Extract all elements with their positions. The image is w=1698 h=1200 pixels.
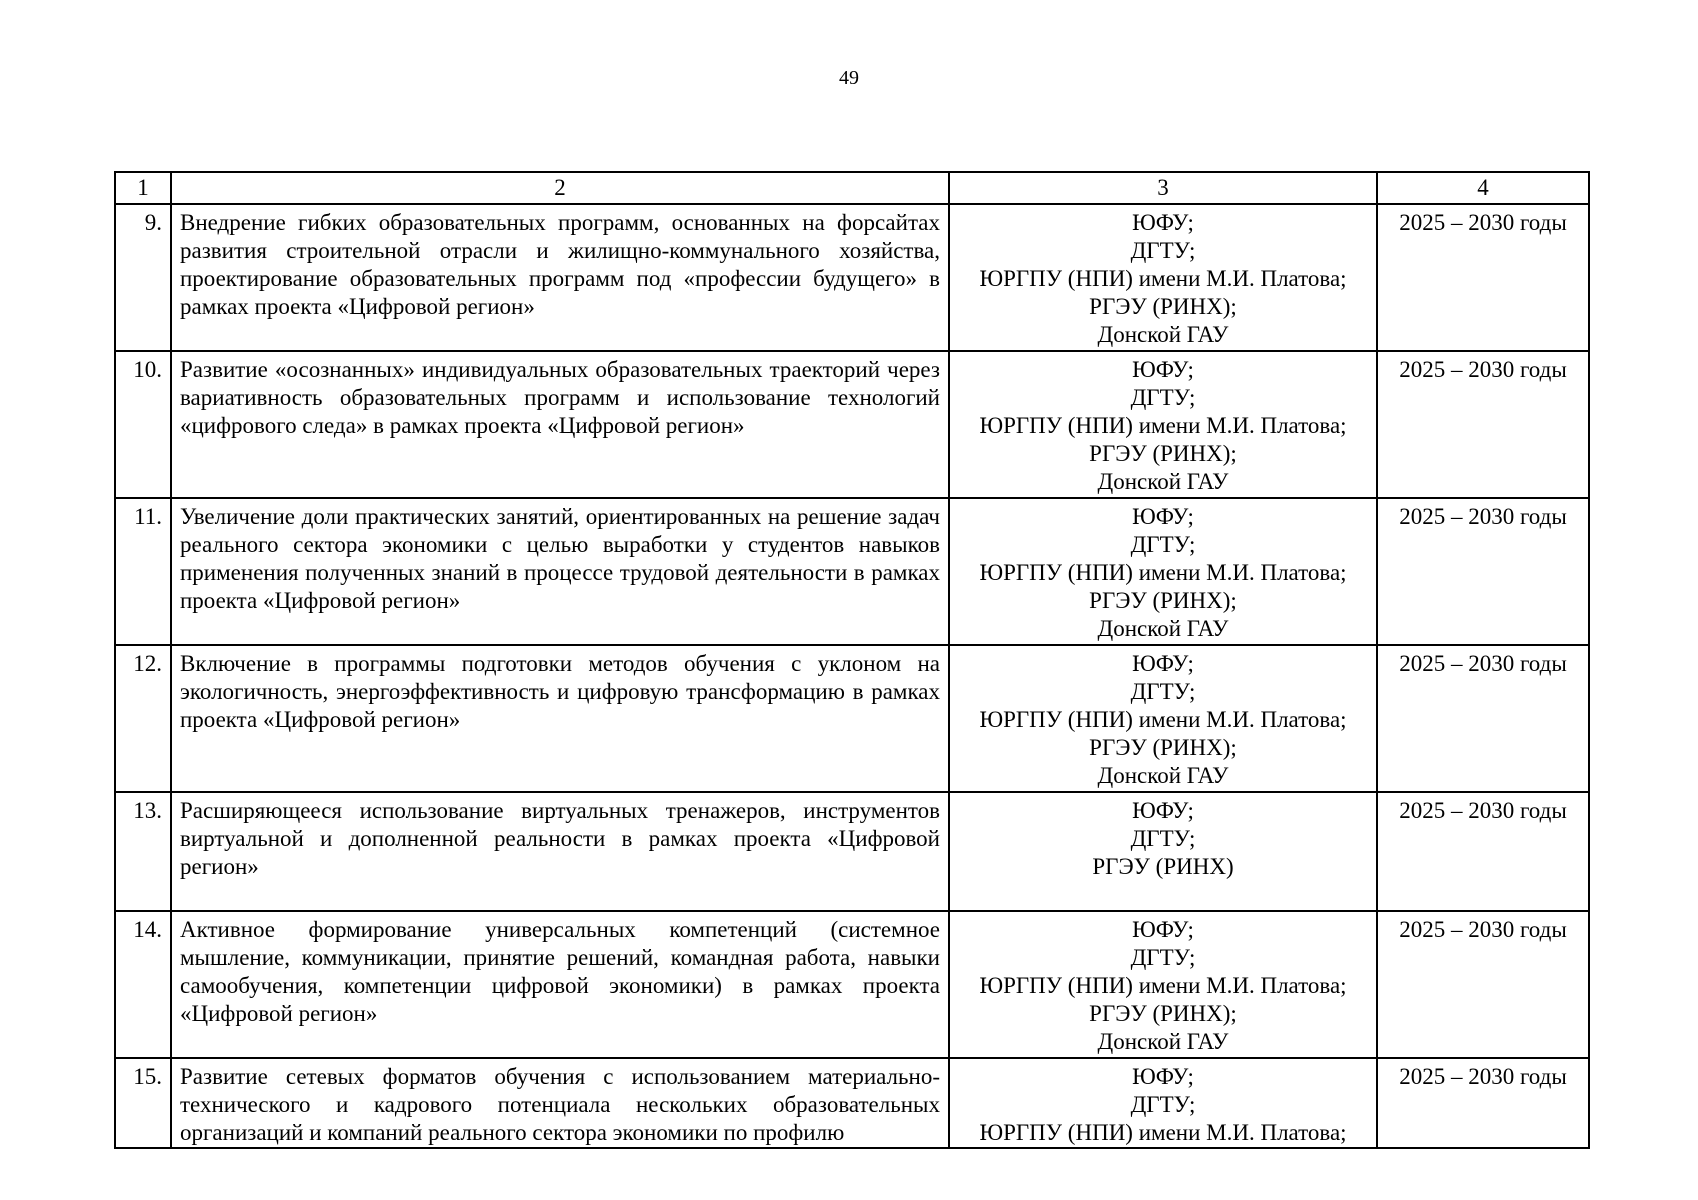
page-number: 49	[839, 67, 859, 89]
executor: ДГТУ;	[1130, 826, 1196, 851]
executor: ЮРГПУ (НПИ) имени М.И. Платова;	[979, 413, 1347, 438]
executor: ЮРГПУ (НПИ) имени М.И. Платова;	[979, 266, 1347, 291]
table-row	[115, 498, 1589, 645]
row-period: 2025 – 2030 годы	[1377, 1058, 1589, 1148]
executor: ЮРГПУ (НПИ) имени М.И. Платова;	[979, 1120, 1347, 1145]
executor: ДГТУ;	[1130, 945, 1196, 970]
table-header-row	[115, 172, 1589, 204]
executor: РГЭУ (РИНХ);	[1089, 294, 1237, 319]
executor: РГЭУ (РИНХ);	[1089, 588, 1237, 613]
executor: РГЭУ (РИНХ);	[1089, 1001, 1237, 1026]
executor: ДГТУ;	[1130, 679, 1196, 704]
row-period: 2025 – 2030 годы	[1377, 498, 1589, 645]
executor: ЮФУ;	[1132, 357, 1194, 382]
executor: ЮФУ;	[1132, 798, 1194, 823]
executor: РГЭУ (РИНХ)	[1092, 854, 1234, 879]
table-row	[115, 911, 1589, 1058]
row-number: 13.	[115, 792, 171, 911]
executor: ЮФУ;	[1132, 651, 1194, 676]
executor: ДГТУ;	[1130, 385, 1196, 410]
row-executors	[949, 351, 1377, 498]
executor: ЮФУ;	[1132, 1064, 1194, 1089]
row-number: 10.	[115, 351, 171, 498]
table-row	[115, 351, 1589, 498]
row-description: Развитие сетевых форматов обучения с использованием материально-технического и кадрового потенциала нескольких образовательных организаций и компаний реального сектора экономики по профилю	[171, 1058, 949, 1148]
row-number: 15.	[115, 1058, 171, 1148]
header-col-3: 3	[949, 172, 1377, 204]
executor: ЮФУ;	[1132, 504, 1194, 529]
executor: ЮРГПУ (НПИ) имени М.И. Платова;	[979, 973, 1347, 998]
row-period: 2025 – 2030 годы	[1377, 645, 1589, 792]
row-period: 2025 – 2030 годы	[1377, 204, 1589, 351]
executor: ЮРГПУ (НПИ) имени М.И. Платова;	[979, 560, 1347, 585]
executor: ДГТУ;	[1130, 1092, 1196, 1117]
executor: ЮФУ;	[1132, 210, 1194, 235]
executor: Донской ГАУ	[1097, 616, 1229, 641]
executor: ДГТУ;	[1130, 238, 1196, 263]
row-number: 12.	[115, 645, 171, 792]
row-number: 14.	[115, 911, 171, 1058]
row-number: 9.	[115, 204, 171, 351]
executor: ЮРГПУ (НПИ) имени М.И. Платова;	[979, 707, 1347, 732]
table-row	[115, 792, 1589, 911]
table-row	[115, 645, 1589, 792]
executor: Донской ГАУ	[1097, 469, 1229, 494]
row-period: 2025 – 2030 годы	[1377, 792, 1589, 911]
row-executors	[949, 204, 1377, 351]
header-col-4: 4	[1377, 172, 1589, 204]
row-number: 11.	[115, 498, 171, 645]
executor: ЮФУ;	[1132, 917, 1194, 942]
executor: Донской ГАУ	[1097, 1029, 1229, 1054]
row-executors	[949, 498, 1377, 645]
header-col-1: 1	[115, 172, 171, 204]
executor: ДГТУ;	[1130, 532, 1196, 557]
executor: РГЭУ (РИНХ);	[1089, 735, 1237, 760]
row-executors	[949, 645, 1377, 792]
table-row	[115, 204, 1589, 351]
row-period: 2025 – 2030 годы	[1377, 911, 1589, 1058]
row-description: Увеличение доли практических занятий, ориентированных на решение задач реального сектора экономики с целью выработки у студентов навыков применения полученных знаний в процессе трудовой деятельности в рамках проекта «Цифровой регион»	[171, 498, 949, 645]
row-description: Развитие «осознанных» индивидуальных образовательных траекторий через вариативность образовательных программ и использование технологий «цифрового следа» в рамках проекта «Цифровой регион»	[171, 351, 949, 498]
row-period: 2025 – 2030 годы	[1377, 351, 1589, 498]
measures-table	[114, 171, 1590, 1149]
table-row	[115, 1058, 1589, 1148]
header-col-2: 2	[171, 172, 949, 204]
row-description: Расширяющееся использование виртуальных тренажеров, инструментов виртуальной и дополненной реальности в рамках проекта «Цифровой регион»	[171, 792, 949, 911]
row-executors	[949, 792, 1377, 911]
row-description: Активное формирование универсальных компетенций (системное мышление, коммуникации, принятие решений, командная работа, навыки самообучения, компетенции цифровой экономики) в рамках проекта «Цифровой регион»	[171, 911, 949, 1058]
executor: РГЭУ (РИНХ);	[1089, 441, 1237, 466]
executor: Донской ГАУ	[1097, 763, 1229, 788]
row-description: Внедрение гибких образовательных программ, основанных на форсайтах развития строительной отрасли и жилищно-коммунального хозяйства, проектирование образовательных программ под «профессии будущего» в рамках проекта «Цифровой регион»	[171, 204, 949, 351]
row-description: Включение в программы подготовки методов обучения с уклоном на экологичность, энергоэффективность и цифровую трансформацию в рамках проекта «Цифровой регион»	[171, 645, 949, 792]
executor: Донской ГАУ	[1097, 322, 1229, 347]
row-executors	[949, 1058, 1377, 1148]
row-executors	[949, 911, 1377, 1058]
